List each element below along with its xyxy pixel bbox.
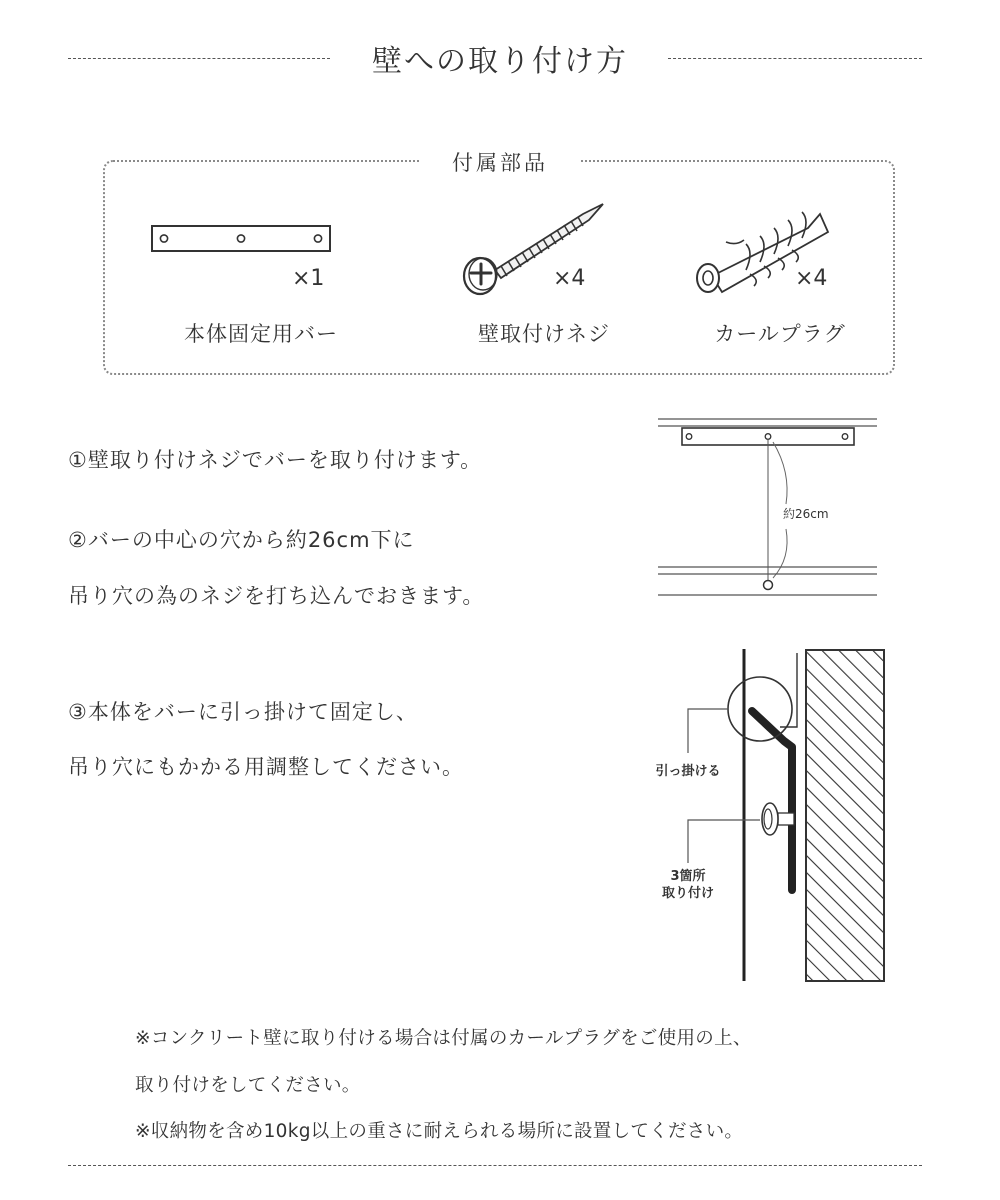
hook-side-diagram (680, 645, 890, 987)
plug-quantity: ×4 (795, 266, 828, 291)
screw-count-label: 3箇所 (670, 869, 706, 884)
hook-label: 引っ掛ける (655, 764, 721, 779)
step-1-line-1: ①壁取り付けネジでバーを取り付けます。 (68, 448, 483, 472)
bar-icon (148, 222, 334, 256)
screw-quantity: ×4 (553, 266, 586, 291)
header-divider-right (668, 58, 922, 59)
note-2: ※収納物を含め10kg以上の重さに耐えられる場所に設置してください。 (135, 1121, 744, 1142)
part-name-bar: 本体固定用バー (184, 322, 338, 346)
step-3-line-1: ③本体をバーに引っ掛けて固定し、 (68, 700, 418, 724)
part-name-plug: カールプラグ (714, 322, 846, 346)
screw-attach-label: 取り付け (661, 886, 714, 901)
page-title: 壁への取り付け方 (372, 44, 628, 79)
part-name-screw: 壁取付けネジ (478, 322, 610, 346)
note-1-line-1: ※コンクリート壁に取り付ける場合は付属のカールプラグをご使用の上、 (135, 1028, 752, 1049)
distance-label: 約26cm (783, 507, 829, 521)
step-2-line-2: 吊り穴の為のネジを打ち込んでおきます。 (68, 584, 485, 608)
footer-divider (68, 1165, 922, 1166)
bar-quantity: ×1 (292, 266, 325, 291)
bar-position-diagram (655, 412, 880, 602)
note-1-line-2: 取り付けをしてください。 (135, 1075, 361, 1096)
step-3-line-2: 吊り穴にもかかる用調整してください。 (68, 755, 464, 779)
parts-heading: 付属部品 (420, 147, 580, 177)
step-2-line-1: ②バーの中心の穴から約26cm下に (68, 528, 415, 552)
